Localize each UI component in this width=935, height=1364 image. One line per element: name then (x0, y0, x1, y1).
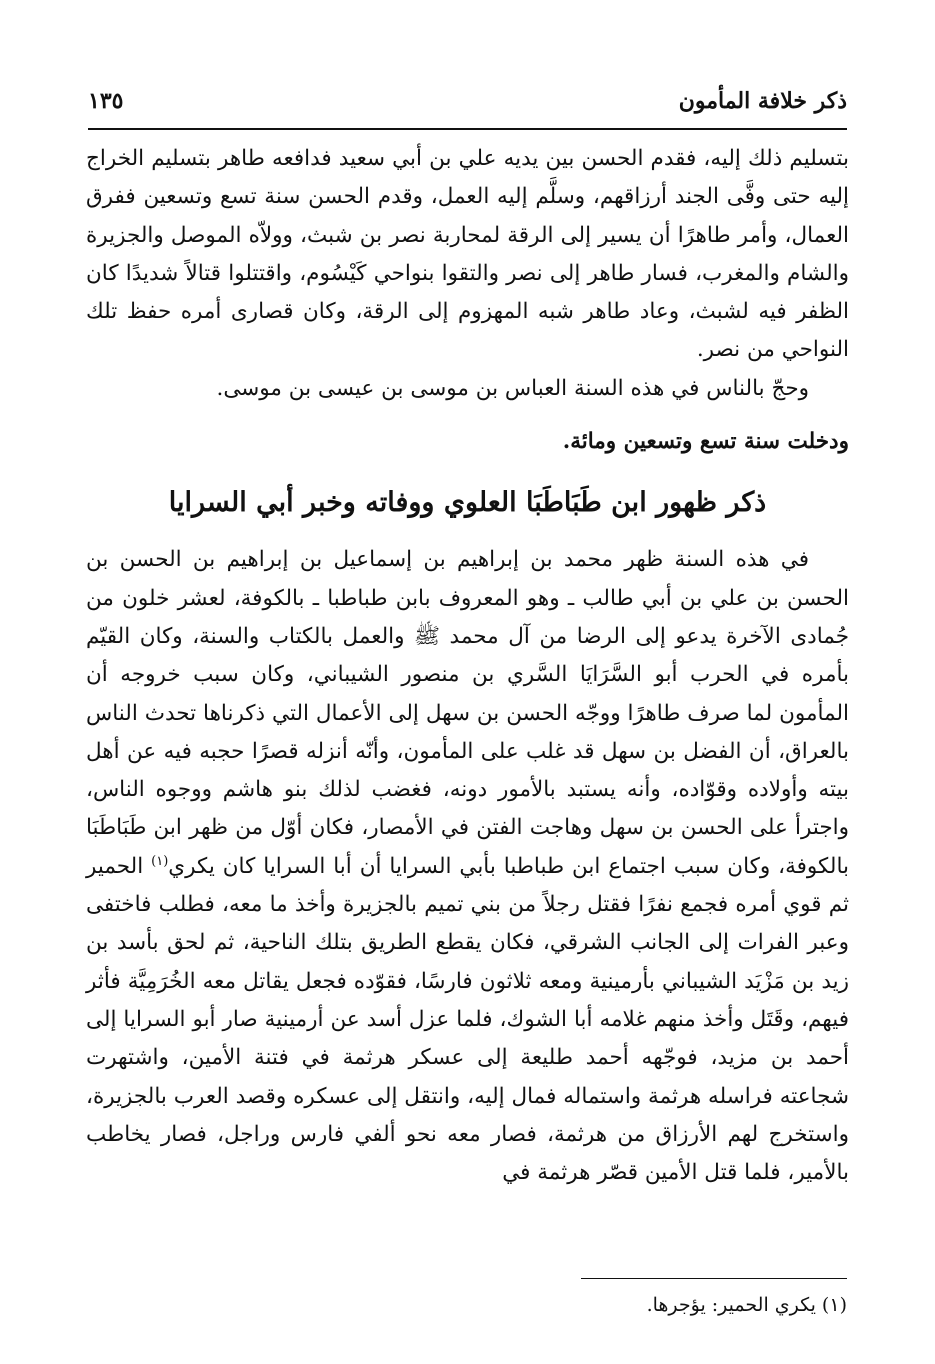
paragraph-3-part-b: الحمير ثم قوي أمره فجمع نفرًا فقتل رجلاً من بني تميم بالجزيرة وأخذ ما معه، فطلب فاختفى وعبر الفرات إلى الجانب الشرقي، فكان يقطع الطريق بتلك الناحية، ثم لحق بأسد بن زيد بن مَزْيَد الشيباني بأرمينية ومعه ثلاثون فارسًا، فقوّده فجعل يقاتل معه الخُرَمِيَّة فأثر فيهم، وقَتَل وأخذ منهم غلامه أبا الشوك، فلما عزل أسد عن أرمينية صار أبو السرايا إلى أحمد بن مزيد، فوجّهه أحمد طليعة إلى عسكر هرثمة في فتنة الأمين، واشتهرت شجاعته فراسله هرثمة واستماله فمال إليه، وانتقل إلى عسكره وقصد العرب بالجزيرة، واستخرج لهم الأرزاق من هرثمة، فصار معه نحو ألفي فارس وراجل، فصار يخاطب بالأمير، فلما قتل الأمين قصّر هرثمة في (86, 853, 849, 1186)
paragraph-1: بتسليم ذلك إليه، فقدم الحسن بين يديه علي بن أبي سعيد فدافعه طاهر بتسليم الخراج إليه حتى وفَّى الجند أرزاقهم، وسلَّم إليه العمل، وقدم الحسن سنة تسع وتسعين ففرق العمال، وأمر طاهرًا أن يسير إلى الرقة لمحاربة نصر بن شبث، وولاّه الموصل والجزيرة والشام والمغرب، فسار طاهر إلى نصر والتقوا بنواحي كَيْسُوم، واقتتلوا قتالاً شديدًا كان الظفر فيه لشبث، وعاد طاهر شبه المهزوم إلى الرقة، وكان قصارى أمره حفظ تلك النواحي من نصر. (86, 146, 849, 363)
main-text (86, 140, 849, 1192)
section-title: ذكر ظهور ابن طَبَاطَبَا العلوي ووفاته وخبر أبي السرايا (168, 487, 767, 519)
header-divider (88, 128, 847, 130)
footnote: (١) يكري الحمير: يؤجرها. (646, 1294, 847, 1316)
paragraph-3 (86, 541, 849, 1192)
year-heading: ودخلت سنة تسع وتسعين ومائة. (562, 429, 849, 455)
footnote-reference[interactable]: (١) (151, 853, 169, 869)
footnote-divider (581, 1278, 847, 1279)
paragraph-hajj: وحجّ بالناس في هذه السنة العباس بن موسى بن عيسى بن موسى. (216, 375, 809, 401)
running-title: ذكر خلافة المأمون (678, 88, 847, 114)
paragraph-3-part-a: في هذه السنة ظهر محمد بن إبراهيم بن إسماعيل بن إبراهيم بن الحسن بن الحسن بن علي بن أبي طالب ـ وهو المعروف بابن طباطبا ـ بالكوفة، لعشر خلون من جُمادى الآخرة يدعو إلى الرضا من آل محمد ﷺ والعمل بالكتاب والسنة، وكان القيّم بأمره في الحرب أبو السَّرَايَا السَّري بن منصور الشيباني، وكان سبب خروجه أن المأمون لما صرف طاهرًا ووجّه الحسن بن سهل إلى الأعمال التي ذكرناها تحدث الناس بالعراق، أن الفضل بن سهل قد غلب على المأمون، وأنّه أنزله قصرًا حجبه فيه عن أهل بيته وأولاده وقوّاده، وأنه يستبد بالأمور دونه، فغضب لذلك بنو هاشم ووجوه الناس، واجترأ على الحسن بن سهل وهاجت الفتن في الأمصار، فكان أوّل من ظهر ابن طَبَاطَبَا بالكوفة، وكان سبب اجتماع ابن طباطبا بأبي السرايا أن أبا السرايا كان يكري (86, 547, 849, 879)
running-header (88, 88, 847, 122)
page-number: ١٣٥ (88, 88, 124, 114)
